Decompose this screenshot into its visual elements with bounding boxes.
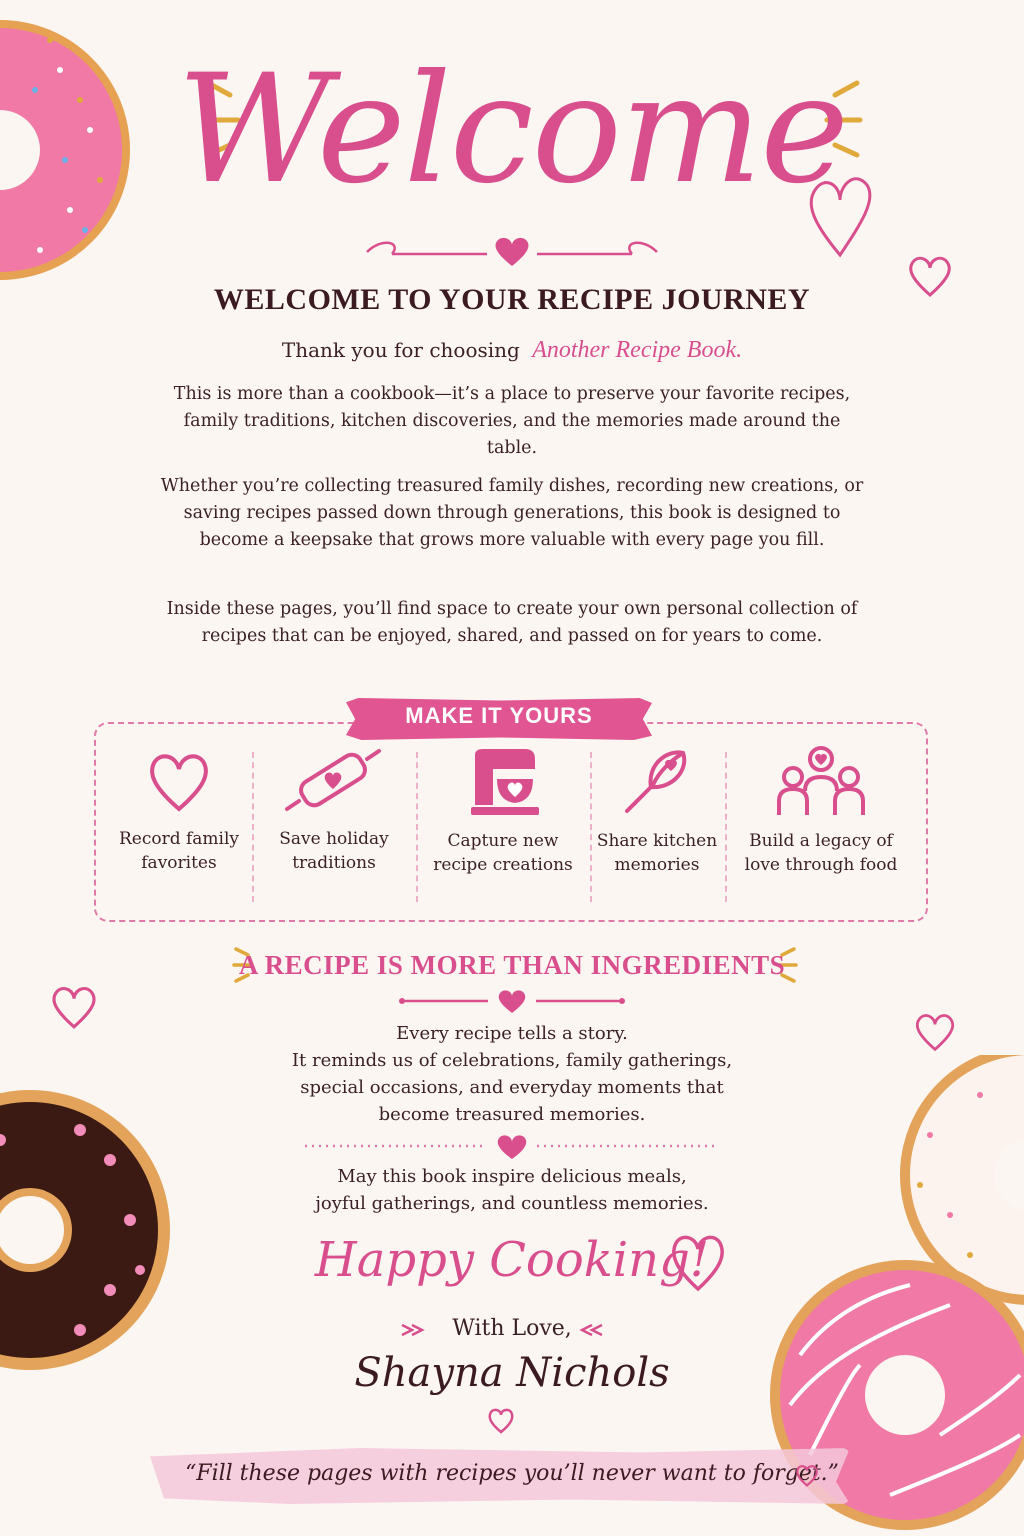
- heart-outline-icon: [794, 1462, 820, 1488]
- closing-quote: “Fill these pages with recipes you’ll never want to forget.”: [185, 1461, 839, 1486]
- feature-capture: [423, 745, 583, 910]
- feature-divider: [416, 752, 418, 902]
- feature-label: Share kitchen memories: [596, 831, 718, 875]
- stand-mixer-icon: [463, 745, 543, 817]
- thanks-line: [0, 337, 1024, 364]
- story-line: Every recipe tells a story.: [396, 1023, 628, 1044]
- rolling-pin-icon: [279, 745, 389, 815]
- intro-paragraph-3: Inside these pages, you’ll find space to create your own personal collection of recipes that can be enjoyed, shared, and passed on for years to come.: [166, 599, 858, 646]
- story-text: [0, 1020, 1024, 1128]
- arrow-right-icon: [578, 1320, 604, 1340]
- brand-name: Another Recipe Book.: [532, 337, 743, 363]
- story-line: special occasions, and everyday moments that: [300, 1077, 724, 1098]
- happy-cooking: Happy Cooking!: [314, 1232, 710, 1288]
- with-love: With Love,: [452, 1316, 572, 1341]
- intro-paragraph-1: This is more than a cookbook—it’s a place to preserve your favorite recipes, family traditions, kitchen discoveries, and the memories made around the table.: [173, 384, 851, 458]
- heart-icon: [144, 745, 214, 815]
- make-it-yours-label: MAKE IT YOURS: [405, 703, 593, 728]
- page-heading: WELCOME TO YOUR RECIPE JOURNEY: [213, 283, 811, 316]
- welcome-title: Welcome: [176, 43, 847, 217]
- feature-label: Build a legacy of love through food: [744, 831, 898, 875]
- signature: Shayna Nichols: [354, 1350, 670, 1396]
- heart-outline-icon: [668, 1225, 728, 1295]
- heart-outline-icon: [486, 1405, 516, 1435]
- story-line: It reminds us of celebrations, family gatherings,: [291, 1050, 733, 1071]
- feature-share: [577, 745, 737, 910]
- title-ornament: [362, 232, 662, 272]
- inspire-line: May this book inspire delicious meals,: [337, 1166, 687, 1187]
- feature-label: Save holiday traditions: [279, 829, 389, 873]
- feature-record: [99, 745, 259, 910]
- feature-save: [254, 745, 414, 910]
- story-heading: A RECIPE IS MORE THAN INGREDIENTS: [238, 950, 786, 980]
- thanks-prefix: Thank you for choosing: [281, 338, 520, 362]
- feature-legacy: [741, 745, 901, 910]
- story-ornament: [398, 987, 626, 1017]
- inspire-line: joyful gatherings, and countless memories.: [315, 1193, 709, 1214]
- dotted-heart-divider: [305, 1132, 719, 1162]
- whisk-icon: [617, 745, 697, 817]
- family-icon: [771, 745, 871, 817]
- feature-label: Capture new recipe creations: [433, 831, 573, 875]
- inspire-text: [0, 1163, 1024, 1217]
- story-line: become treasured memories.: [378, 1104, 646, 1125]
- intro-paragraph-2: Whether you’re collecting treasured family dishes, recording new creations, or saving recipes passed down through generations, this book is designed to become a keepsake that grows more valuable with every page you fill.: [160, 476, 864, 550]
- feature-label: Record family favorites: [118, 829, 240, 873]
